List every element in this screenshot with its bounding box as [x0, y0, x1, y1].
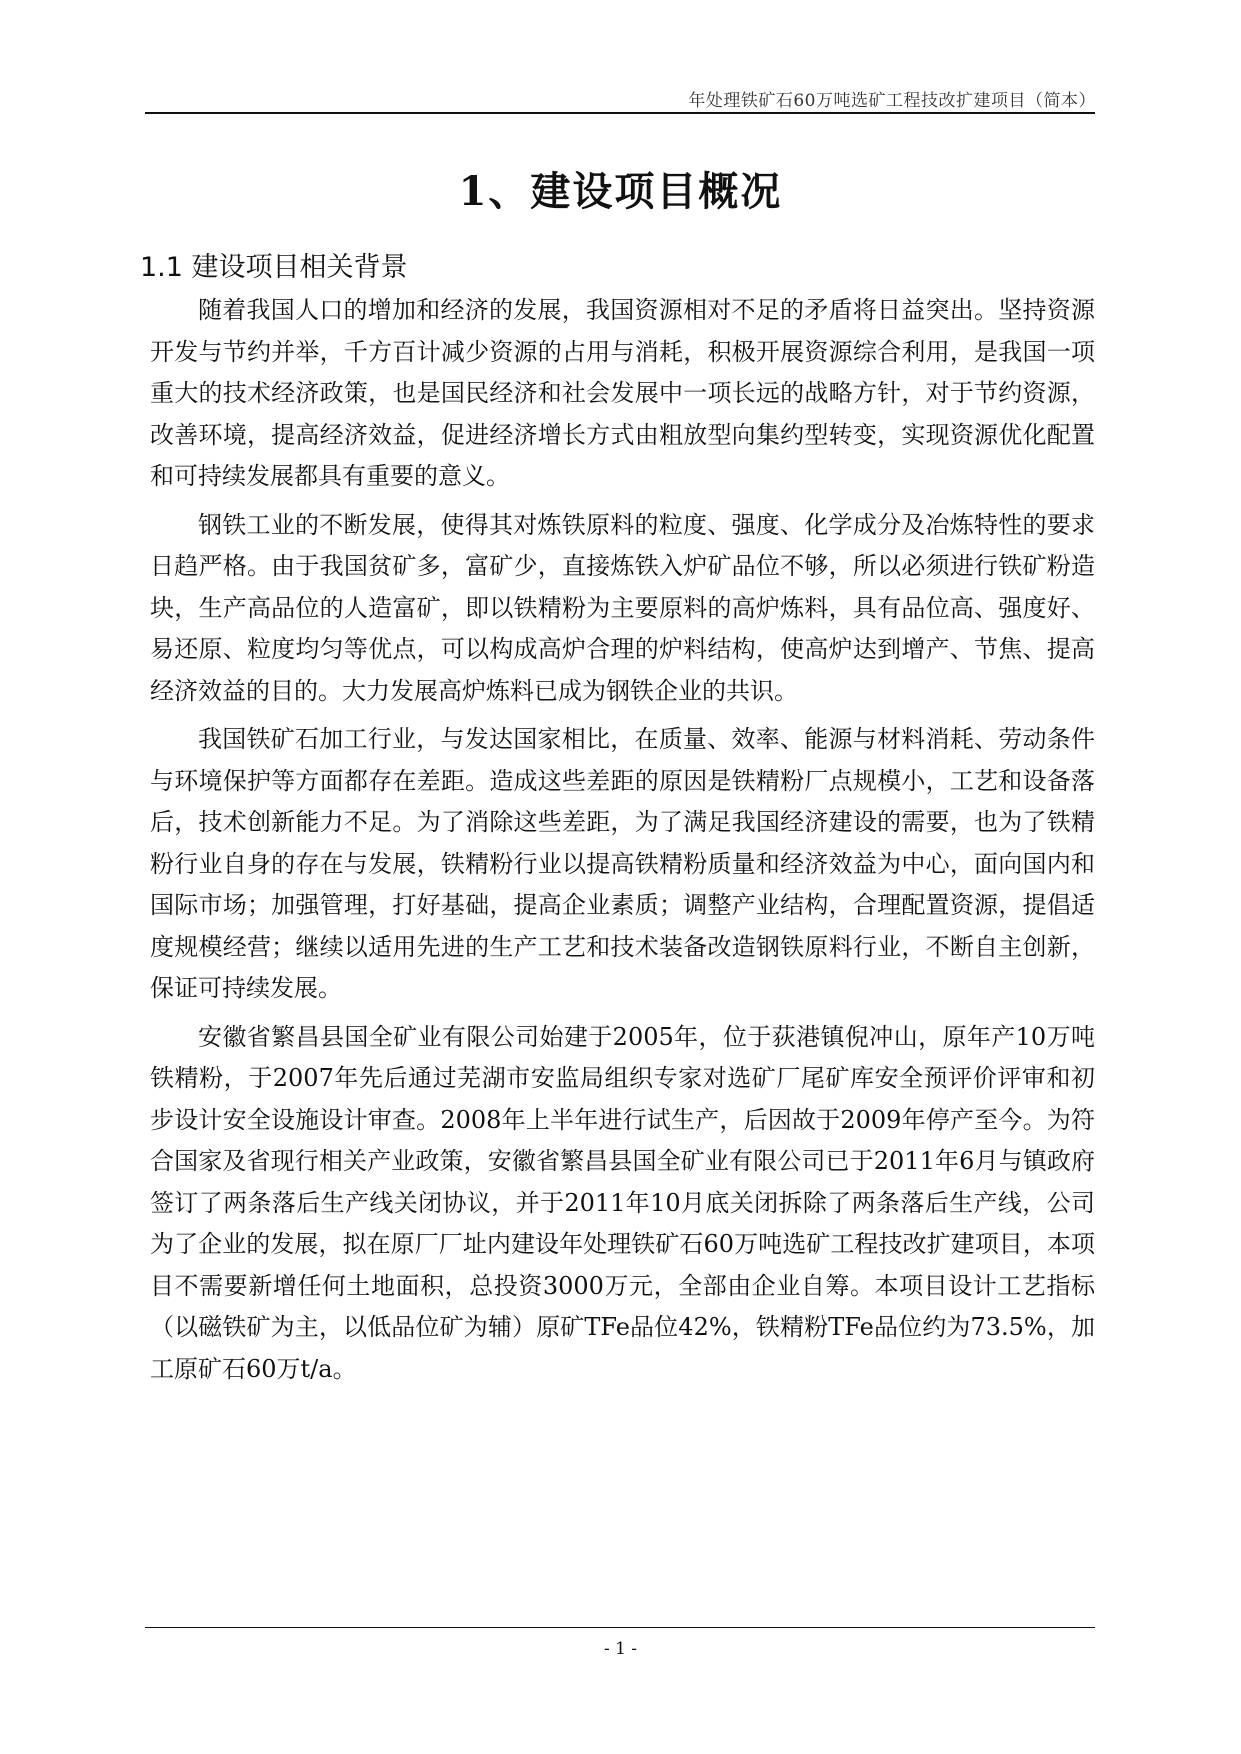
body-text — [150, 290, 1095, 1397]
paragraph-iron-ore-processing: 我国铁矿石加工行业，与发达国家相比，在质量、效率、能源与材料消耗、劳动条件与环境保护等方面都存在差距。造成这些差距的原因是铁精粉厂点规模小，工艺和设备落后，技术创新能力不足。为了消除这些差距，为了满足我国经济建设的需要，也为了铁精粉行业自身的存在与发展，铁精粉行业以提高铁精粉质量和经济效益为中心，面向国内和国际市场；加强管理，打好基础，提高企业素质；调整产业结构，合理配置资源，提倡适度规模经营；继续以适用先进的生产工艺和技术装备改造钢铁原料行业，不断自主创新，保证可持续发展。 — [150, 725, 1095, 1002]
chapter-title: 1、建设项目概况 — [458, 168, 783, 215]
paragraph-resources: 随着我国人口的增加和经济的发展，我国资源相对不足的矛盾将日益突出。坚持资源开发与节约并举，千方百计减少资源的占用与消耗，积极开展资源综合利用，是我国一项重大的技术经济政策，也是国民经济和社会发展中一项长远的战略方针，对于节约资源，改善环境，提高经济效益，促进经济增长方式由粗放型向集约型转变，实现资源优化配置和可持续发展都具有重要的意义。 — [150, 296, 1095, 490]
page-number: - 1 - — [603, 1639, 638, 1659]
section-heading: 1.1 建设项目相关背景 — [140, 252, 408, 283]
paragraph-company-background: 安徽省繁昌县国全矿业有限公司始建于2005年，位于荻港镇倪冲山，原年产10万吨铁精粉，于2007年先后通过芜湖市安监局组织专家对选矿厂尾矿库安全预评价评审和初步设计安全设施设计审查。2008年上半年进行试生产，后因故于2009年停产至今。为符合国家及省现行相关产业政策，安徽省繁昌县国全矿业有限公司已于2011年6月与镇政府签订了两条落后生产线关闭协议，并于2011年10月底关闭拆除了两条落后生产线，公司为了企业的发展，拟在原厂厂址内建设年处理铁矿石60万吨选矿工程技改扩建项目，本项目不需要新增任何土地面积，总投资3000万元，全部由企业自筹。本项目设计工艺指标（以磁铁矿为主，以低品位矿为辅）原矿TFe品位42%，铁精粉TFe品位约为73.5%，加工原矿石60万t/a。 — [150, 1022, 1095, 1383]
paragraph-steel-industry: 钢铁工业的不断发展，使得其对炼铁原料的粒度、强度、化学成分及冶炼特性的要求日趋严格。由于我国贫矿多，富矿少，直接炼铁入炉矿品位不够，所以必须进行铁矿粉造块，生产高品位的人造富矿，即以铁精粉为主要原料的高炉炼料，具有品位高、强度好、易还原、粒度均匀等优点，可以构成高炉合理的炉料结构，使高炉达到增产、节焦、提高经济效益的目的。大力发展高炉炼料已成为钢铁企业的共识。 — [150, 510, 1095, 705]
footer-divider — [145, 1627, 1095, 1628]
running-header: 年处理铁矿石60万吨选矿工程技改扩建项目（简本） — [688, 91, 1096, 111]
header-divider — [145, 112, 1095, 114]
